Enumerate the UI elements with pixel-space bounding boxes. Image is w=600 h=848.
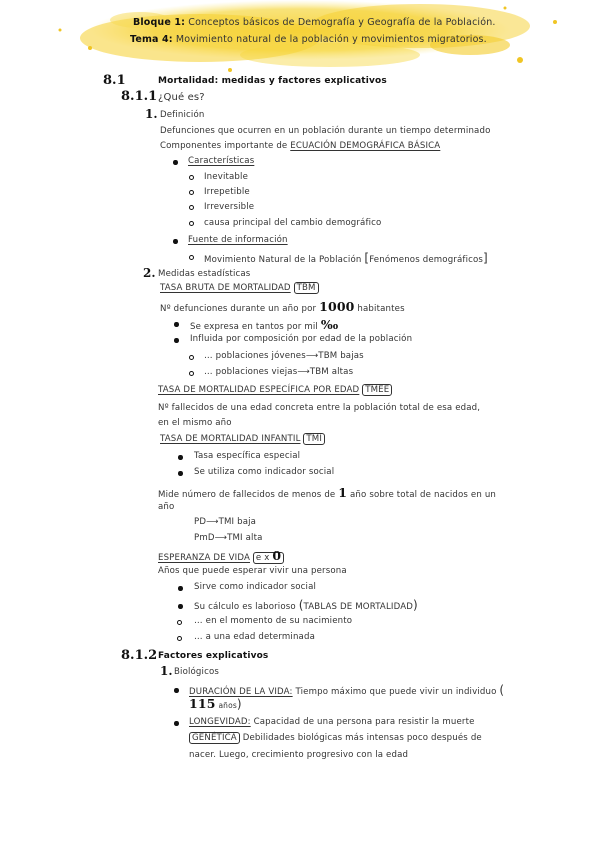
circle-bullet	[189, 255, 194, 260]
fuente-item: Movimiento Natural de la Población [Fenómenos demográficos]	[204, 251, 488, 265]
ev-bullet-1: Sirve como indicador social	[194, 582, 317, 592]
circle-bullet	[177, 636, 182, 641]
bullet	[174, 338, 179, 343]
bloque-line	[133, 17, 496, 28]
tmi-heading: TASA DE MORTALIDAD INFANTIL TMI	[160, 434, 325, 444]
circle-bullet	[189, 190, 194, 195]
tmi-definition-2: año	[158, 502, 175, 512]
circle-bullet	[189, 355, 194, 360]
list-item: Irreversible	[204, 202, 255, 212]
ev-heading: ESPERANZA DE VIDA e x 0	[158, 548, 284, 563]
section-number: 8.1	[103, 73, 126, 88]
tmi-pd: PD⟶TMI baja	[194, 517, 257, 527]
list-item: Irrepetible	[204, 187, 250, 197]
tmi-abbr: TMI	[303, 433, 325, 445]
fuente-title: Fuente de información	[188, 235, 288, 245]
tmee-abbr: TMEE	[362, 384, 392, 396]
list-item: Inevitable	[204, 172, 249, 182]
duracion-line: DURACIÓN DE LA VIDA: Tiempo máximo que puede vivir un individuo (	[189, 683, 505, 697]
tmi-definition: Mide número de fallecidos de menos de 1 año sobre total de nacidos en un	[158, 485, 497, 500]
tbm-heading: TASA BRUTA DE MORTALIDAD TBM	[160, 283, 319, 293]
tbm-abbr: TBM	[294, 282, 319, 294]
genetica-tag: GENÉTICA	[189, 732, 240, 744]
component-line: Componentes importante de ECUACIÓN DEMOGRÁFICA BÁSICA	[160, 141, 441, 151]
ev-abbr: e x 0	[253, 552, 284, 564]
tmi-pmd: PmD⟶TMI alta	[194, 533, 263, 543]
tmee-heading: TASA DE MORTALIDAD ESPECÍFICA POR EDAD TMEE	[158, 385, 392, 395]
longevidad-line-3: nacer. Luego, crecimiento progresivo con la edad	[189, 750, 409, 760]
circle-bullet	[189, 175, 194, 180]
bullet	[174, 688, 179, 693]
item-number: 2.	[143, 266, 156, 280]
caracteristicas-title: Características	[188, 156, 255, 166]
tema-label: Tema 4:	[130, 34, 173, 45]
bullet	[178, 604, 183, 609]
tema-line	[130, 34, 487, 45]
bloque-label: Bloque 1:	[133, 17, 186, 28]
bullet	[174, 322, 179, 327]
tbm-bullet-1: Se expresa en tantos por mil ‰	[190, 317, 339, 332]
item-title: Medidas estadísticas	[158, 269, 251, 279]
list-item: causa principal del cambio demográfico	[204, 218, 382, 228]
longevidad-line: LONGEVIDAD: Capacidad de una persona para resistir la muerte	[189, 717, 475, 727]
tema-text: Movimiento natural de la población y movimientos migratorios.	[175, 34, 487, 45]
section-title: Mortalidad: medidas y factores explicativos	[158, 76, 387, 86]
circle-bullet	[189, 205, 194, 210]
tbm-sub-1: … poblaciones jóvenes⟶TBM bajas	[204, 351, 364, 361]
bullet	[174, 721, 179, 726]
tbm-bullet-2: Influida por composición por edad de la población	[190, 334, 413, 344]
subsection-title: Factores explicativos	[158, 651, 269, 661]
item-number: 1.	[145, 107, 158, 121]
subsection-number: 8.1.2	[121, 648, 158, 663]
ev-bullet-2: Su cálculo es laborioso (TABLAS DE MORTALIDAD)	[194, 598, 418, 612]
fuente-tag: Fenómenos demográficos	[369, 255, 484, 265]
tmee-definition-2: en el mismo año	[158, 418, 232, 428]
longevidad-line-2: GENÉTICA Debilidades biológicas más intensas poco después de	[189, 733, 482, 743]
tbm-definition: Nº defunciones durante un año por 1000 habitantes	[160, 299, 405, 314]
ev-sub-2: … a una edad determinada	[194, 632, 315, 642]
circle-bullet	[189, 221, 194, 226]
tbm-sub-2: … poblaciones viejas⟶TBM altas	[204, 367, 354, 377]
bloque-text: Conceptos básicos de Demografía y Geografía de la Población.	[188, 17, 496, 28]
tmi-bullet-1: Tasa específica especial	[194, 451, 301, 461]
tmee-definition-1: Nº fallecidos de una edad concreta entre la población total de esa edad,	[158, 403, 481, 413]
item-title: Definición	[160, 110, 205, 120]
ev-sub-1: … en el momento de su nacimiento	[194, 616, 353, 626]
definition-line: Defunciones que ocurren en un población durante un tiempo determinado	[160, 126, 491, 136]
item-title: Biológicos	[174, 667, 219, 677]
ecuacion-link: ECUACIÓN DEMOGRÁFICA BÁSICA	[290, 141, 441, 151]
duracion-line-2: 115 años)	[189, 696, 242, 711]
tmi-bullet-2: Se utiliza como indicador social	[194, 467, 335, 477]
subsection-title: ¿Qué es?	[158, 92, 205, 103]
bullet	[173, 160, 178, 165]
item-number: 1.	[160, 664, 173, 678]
circle-bullet	[177, 620, 182, 625]
ev-definition: Años que puede esperar vivir una persona	[158, 566, 347, 576]
subsection-number: 8.1.1	[121, 89, 158, 104]
bullet	[178, 455, 183, 460]
ev-tag: TABLAS DE MORTALIDAD	[303, 602, 413, 612]
bullet	[173, 239, 178, 244]
bullet	[178, 471, 183, 476]
bullet	[178, 586, 183, 591]
circle-bullet	[189, 371, 194, 376]
